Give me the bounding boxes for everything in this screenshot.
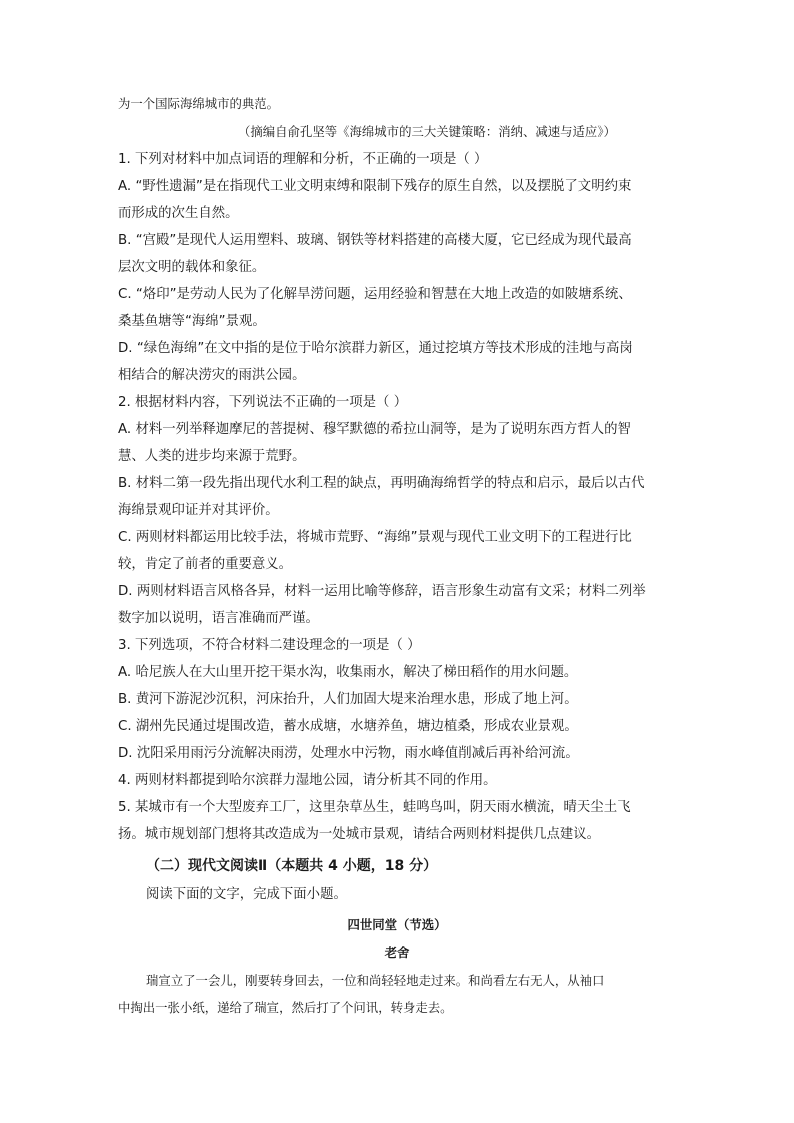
q2-option-c-line1: C. 两则材料都运用比较手法，将城市荒野、“海绵”景观与现代工业文明下的工程进行比 xyxy=(118,530,632,545)
q1-option-a-line2: 而形成的次生自然。 xyxy=(118,206,239,221)
q3-option-a: A. 哈尼族人在大山里开挖干渠水沟，收集雨水，解决了梯田稻作的用水问题。 xyxy=(118,665,578,680)
q2-option-a-line2: 慧、人类的进步均来源于荒野。 xyxy=(118,449,306,464)
q1-option-c-line2: 桑基鱼塘等“海绵”景观。 xyxy=(118,314,266,329)
q1-option-d-line2: 相结合的解决涝灾的雨洪公园。 xyxy=(118,368,306,383)
q2-option-c-line2: 较，肯定了前者的重要意义。 xyxy=(118,557,293,572)
citation: （摘编自俞孔坚等《海绵城市的三大关键策略：消纳、减速与适应》） xyxy=(238,124,616,139)
q1-option-b-line1: B. “宫殿”是现代人运用塑料、玻璃、钢铁等材料搭建的高楼大厦，它已经成为现代最高 xyxy=(118,233,632,248)
passage-title: 四世同堂（节选） xyxy=(347,917,447,932)
passage-line1: 瑞宣立了一会儿，刚要转身回去，一位和尚轻轻地走过来。和尚看左右无人，从袖口 xyxy=(146,973,605,988)
q3-option-b: B. 黄河下游泥沙沉积，河床抬升，人们加固大堤来治理水患，形成了地上河。 xyxy=(118,692,578,707)
q2-option-a-line1: A. 材料一列举释迦摩尼的菩提树、穆罕默德的希拉山洞等，是为了说明东西方哲人的智 xyxy=(118,422,631,437)
q3-option-c: C. 湖州先民通过堤围改造，蓄水成塘，水塘养鱼，塘边植桑，形成农业景观。 xyxy=(118,719,578,734)
q1-option-a-line1: A. “野性遗漏”是在指现代工业文明束缚和限制下残存的原生自然，以及摆脱了文明约束 xyxy=(118,179,632,194)
q2-option-d-line2: 数字加以说明，语言准确而严谨。 xyxy=(118,611,319,626)
q1-stem: 1. 下列对材料中加点词语的理解和分析，不正确的一项是（ ） xyxy=(118,152,488,167)
q3-option-d: D. 沈阳采用雨污分流解决雨涝，处理水中污物，雨水峰值削减后再补给河流。 xyxy=(118,746,579,761)
q4-stem: 4. 两则材料都提到哈尔滨群力湿地公园，请分析其不同的作用。 xyxy=(118,773,497,788)
q5-stem-line2: 扬。城市规划部门想将其改造成为一处城市景观，请结合两则材料提供几点建议。 xyxy=(118,827,601,842)
passage-author: 老舍 xyxy=(384,945,410,960)
q1-option-c-line1: C. “烙印”是劳动人民为了化解旱涝问题，运用经验和智慧在大地上改造的如陂塘系统、 xyxy=(118,287,632,302)
intro-tail: 为一个国际海绵城市的典范。 xyxy=(118,96,280,111)
section-heading: （二）现代文阅读Ⅱ（本题共 4 小题，18 分） xyxy=(146,858,438,874)
q2-option-b-line2: 海绵景观印证并对其评价。 xyxy=(118,503,279,518)
q2-option-b-line1: B. 材料二第一段先指出现代水利工程的缺点，再明确海绵哲学的特点和启示，最后以古代 xyxy=(118,476,645,491)
q2-stem: 2. 根据材料内容，下列说法不正确的一项是（ ） xyxy=(118,395,408,410)
q2-option-d-line1: D. 两则材料语言风格各异，材料一运用比喻等修辞，语言形象生动富有文采；材料二列举 xyxy=(118,584,646,599)
q5-stem-line1: 5. 某城市有一个大型废弃工厂，这里杂草丛生，蛙鸣鸟叫，阴天雨水横流，晴天尘土飞 xyxy=(118,800,631,815)
q3-stem: 3. 下列选项，不符合材料二建设理念的一项是（ ） xyxy=(118,638,421,653)
instruction: 阅读下面的文字，完成下面小题。 xyxy=(146,887,347,902)
q1-option-d-line1: D. “绿色海绵”在文中指的是位于哈尔滨群力新区，通过挖填方等技术形成的洼地与高岗 xyxy=(118,341,633,356)
passage-line2: 中掏出一张小纸，递给了瑞宣，然后打了个问讯，转身走去。 xyxy=(118,1000,453,1015)
q1-option-b-line2: 层次文明的载体和象征。 xyxy=(118,260,266,275)
